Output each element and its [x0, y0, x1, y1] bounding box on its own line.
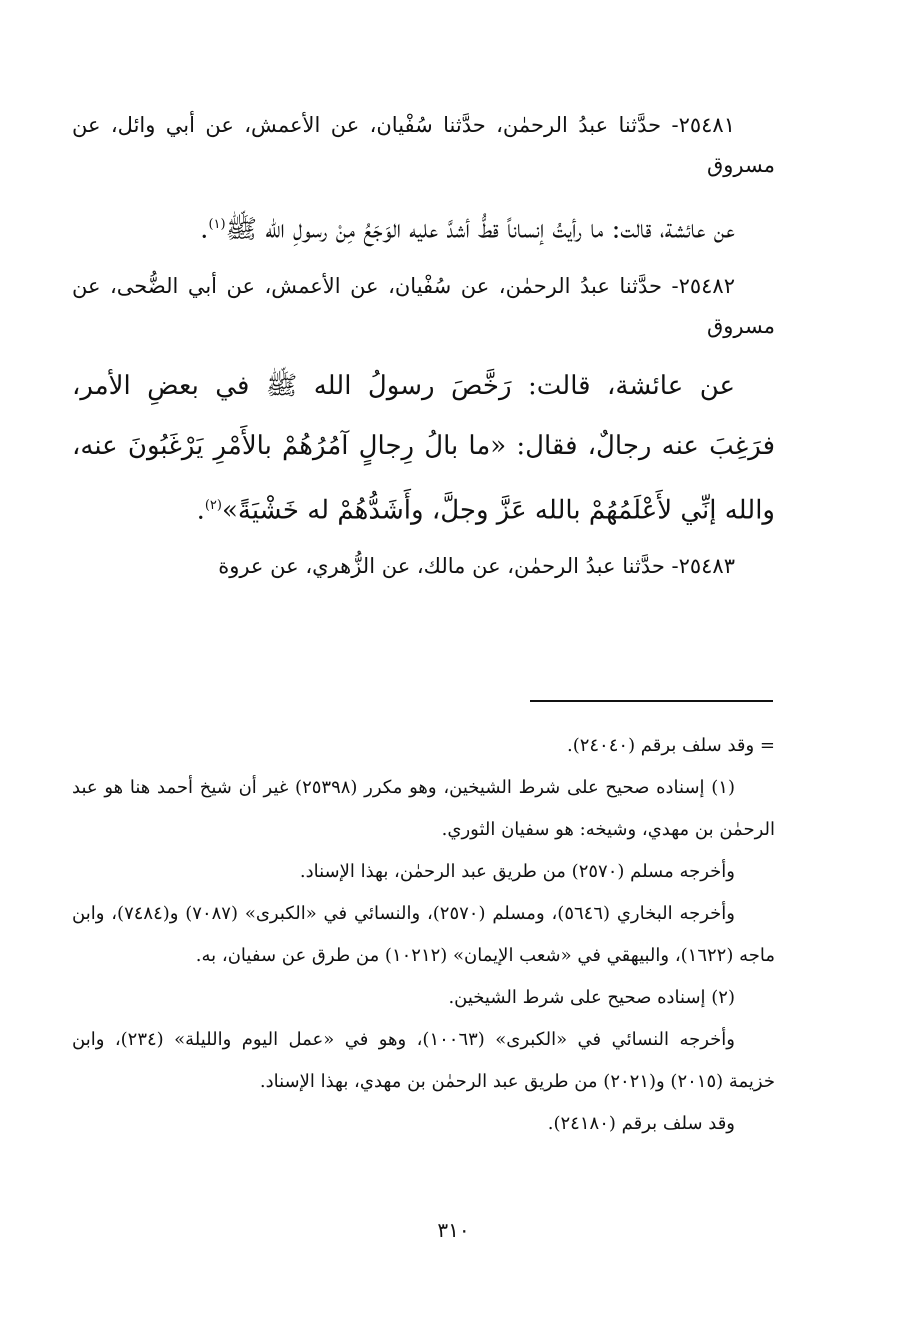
hadith-chain-25483: [72, 546, 775, 586]
footnote-text: وقد سلف برقم (٢٤١٨٠).: [547, 1113, 735, 1134]
footnote-marker[interactable]: (١): [208, 217, 226, 232]
footnote-1-takhrij-b: [72, 893, 775, 977]
chain-text: ٢٥٤٨٢- حدَّثنا عبدُ الرحمٰن، عن سُفْيان، عن الأعمش، عن أبي الضُّحى، عن مسروق: [72, 273, 775, 338]
footnote-marker[interactable]: (٢): [204, 497, 222, 513]
main-text: [72, 105, 775, 596]
hadith-text-25481: [72, 195, 775, 260]
footnote-1: [72, 767, 775, 851]
footnote-text: (٢) إسناده صحيح على شرط الشيخين.: [448, 987, 735, 1008]
footnote-continuation: = وقد سلف برقم (٢٤٠٤٠).: [566, 735, 775, 756]
matn-text: عن عائشة، قالت: رَخَّصَ رسولُ الله ﷺ في بعضِ الأمر، فرَغِبَ عنه رجالٌ، فقال: «ما بالُ رِجالٍ آمُرُهُمْ بالأَمْرِ يَرْغَبُونَ عنه، والله إنِّي لأَعْلَمُهُمْ بالله عَزَّ وجلَّ، وأَشَدُّهُمْ له خَشْيَةً»: [72, 370, 775, 526]
footnote-2-cross-ref: [72, 1103, 775, 1145]
full-stop: .: [200, 214, 209, 245]
matn-text: عن عائشة، قالت: ما رأيتُ إنساناً قطُّ أشدَّ عليه الوَجَعُ مِنْ رسولِ الله ﷺ: [225, 214, 735, 245]
footnote-text: وأخرجه البخاري (٥٦٤٦)، ومسلم (٢٥٧٠)، والنسائي في «الكبرى» (٧٠٨٧) و(٧٤٨٤)، وابن ماجه (١٦٢٢)، والبيهقي في «شعب الإيمان» (١٠٢١٢) من طرق عن سفيان، به.: [72, 903, 775, 966]
footnotes: [72, 725, 775, 1145]
footnote-text: وأخرجه مسلم (٢٥٧٠) من طريق عبد الرحمٰن، بهذا الإسناد.: [299, 861, 735, 882]
footnote-text: (١) إسناده صحيح على شرط الشيخين، وهو مكرر (٢٥٣٩٨) غير أن شيخ أحمد هنا هو عبد الرحمٰن بن مهدي، وشيخه: هو سفيان الثوري.: [72, 777, 775, 840]
footnote-text: وأخرجه النسائي في «الكبرى» (١٠٠٦٣)، وهو في «عمل اليوم والليلة» (٢٣٤)، وابن خزيمة (٢٠١٥) و(٢٠٢١) من طريق عبد الرحمٰن بن مهدي، بهذا الإسناد.: [72, 1029, 775, 1092]
hadith-chain-25481: [72, 105, 775, 185]
footnote-2: [72, 977, 775, 1019]
page-number: ٣١٠: [437, 1218, 470, 1242]
footnote-divider: [530, 700, 773, 702]
chain-text: ٢٥٤٨١- حدَّثنا عبدُ الرحمٰن، حدَّثنا سُفْيان، عن الأعمش، عن أبي وائل، عن مسروق: [72, 113, 775, 177]
full-stop: .: [196, 495, 205, 526]
hadith-chain-25482: [72, 266, 775, 346]
chain-text: ٢٥٤٨٣- حدَّثنا عبدُ الرحمٰن، عن مالك، عن الزُّهري، عن عروة: [218, 554, 735, 579]
hadith-text-25482: [72, 356, 775, 541]
footnote-1-takhrij-a: [72, 851, 775, 893]
footnote-2-takhrij: [72, 1019, 775, 1103]
